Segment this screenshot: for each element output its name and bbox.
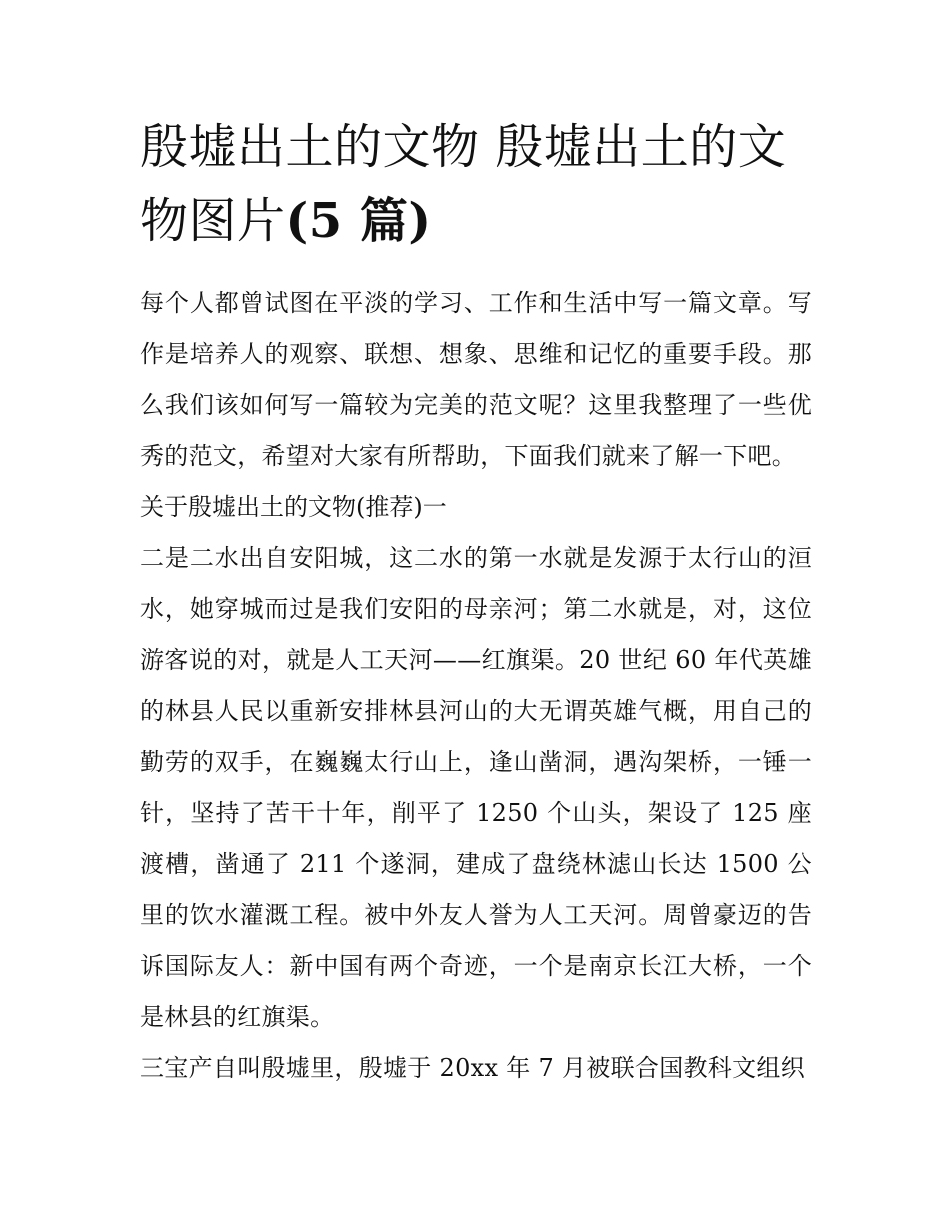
body-paragraph-2: 二是二水出自安阳城，这二水的第一水就是发源于太行山的洹水，她穿城而过是我们安阳的母亲河；第二水就是，对，这位游客说的对，就是人工天河——红旗渠。20 世纪 60 年代英雄的林县人民以重新安排林县河山的大无谓英雄气概，用自己的勤劳的双手，在巍巍太行山上，逢山凿洞，遇沟架桥，一锤一针，坚持了苦干十年，削平了 1250 个山头，架设了 125 座渡槽，凿通了 211 个遂洞，建成了盘绕林滤山长达 1500 公里的饮水灌溉工程。被中外友人誉为人工天河。周曾豪迈的告诉国际友人：新中国有两个奇迹，一个是南京长江大桥，一个是林县的红旗渠。 <box>140 544 812 1031</box>
section-heading: 关于殷墟出土的文物(推荐)一 <box>140 493 447 521</box>
document-title <box>140 110 812 258</box>
document-page <box>140 110 812 1094</box>
body-paragraph-3: 三宝产自叫殷墟里，殷墟于 20xx 年 7 月被联合国教科文组织 <box>140 1054 805 1082</box>
title-count: (5 篇) <box>285 193 432 249</box>
intro-paragraph: 每个人都曾试图在平淡的学习、工作和生活中写一篇文章。写作是培养人的观察、联想、想象、思维和记忆的重要手段。那么我们该如何写一篇较为完美的范文呢？这里我整理了一些优秀的范文，希望对大家有所帮助，下面我们就来了解一下吧。 <box>140 289 812 470</box>
title-text: 殷墟出土的文物 殷墟出土的文物图片 <box>140 119 787 249</box>
